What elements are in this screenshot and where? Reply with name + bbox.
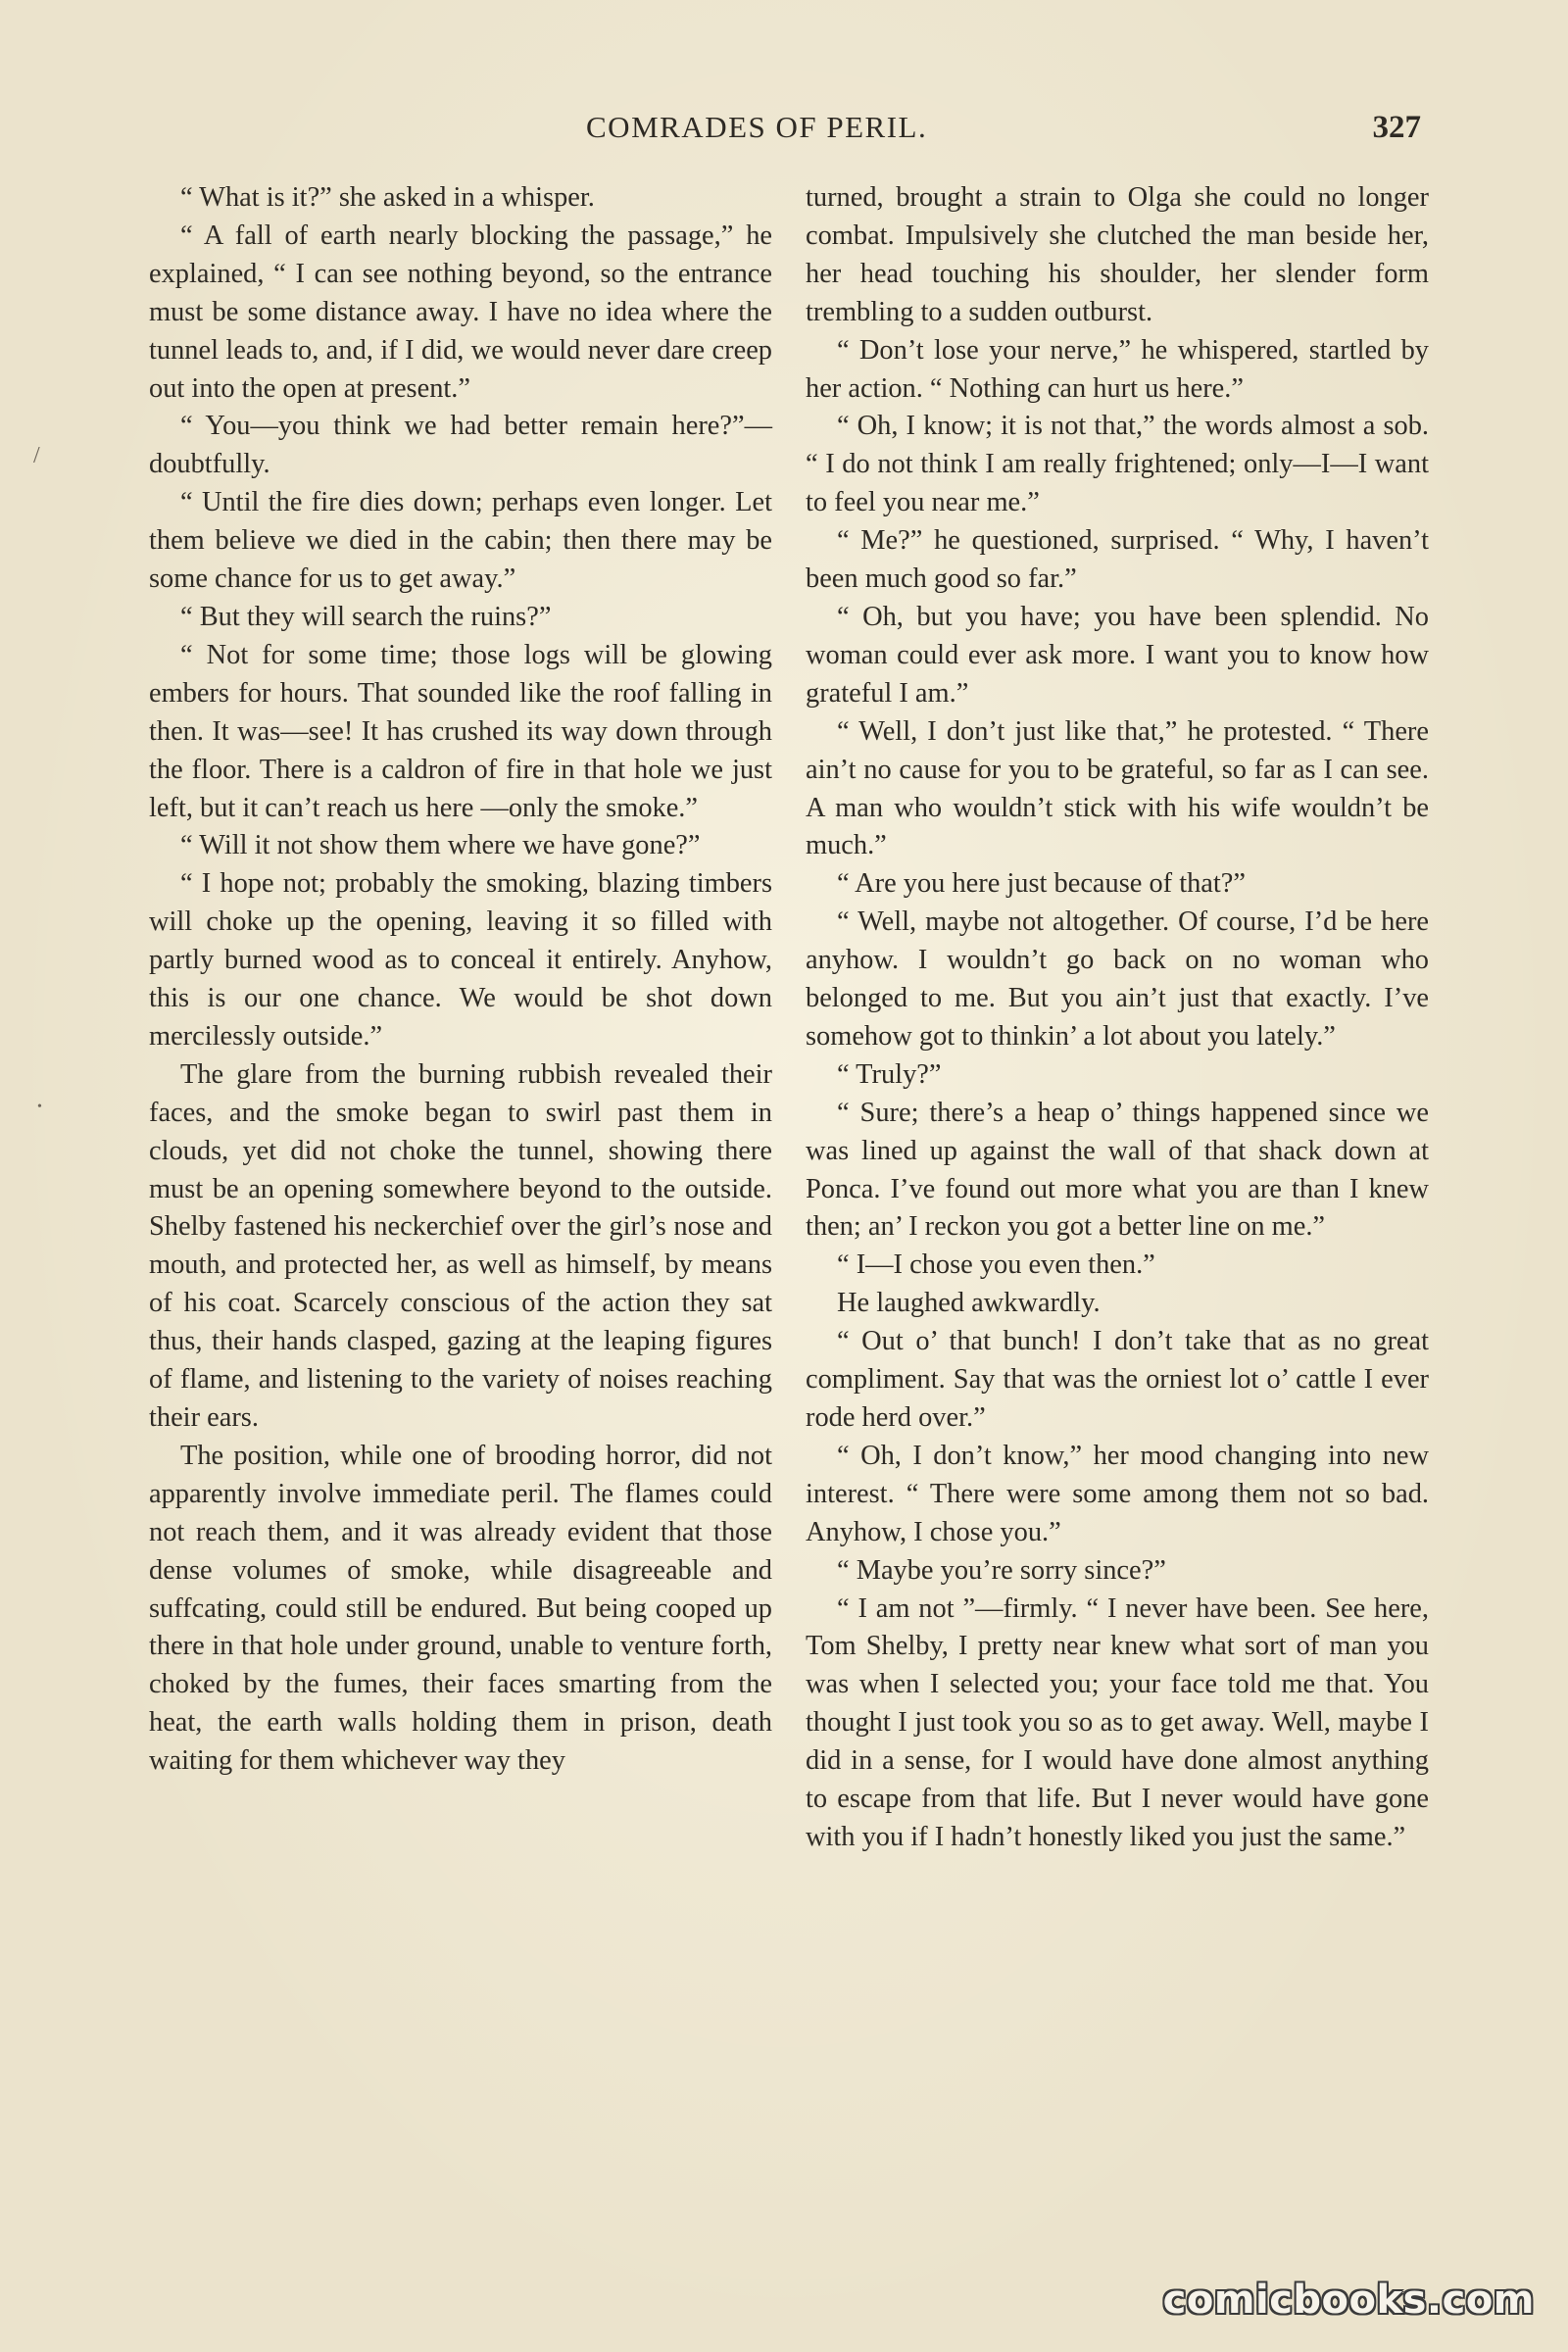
right-column-paragraph: “ Maybe you’re sorry since?” <box>837 1554 1166 1586</box>
right-column-paragraph: “ Oh, I know; it is not that,” the words almost a sob. “ I do not think I am really frightened; only—I—I want to feel you near me.” <box>806 411 1429 518</box>
left-column-paragraph: “ I hope not; probably the smoking, blazing timbers will choke up the opening, leaving it so filled with partly burned wood as to conceal it entirely. Anyhow, this is our one chance. We would be shot down mercilessly outside.” <box>149 868 772 1052</box>
left-text-column <box>149 179 772 1781</box>
right-column-paragraph: “ Me?” he questioned, surprised. “ Why, I haven’t been much good so far.” <box>806 525 1429 595</box>
right-column-paragraph: “ Oh, I don’t know,” her mood changing into new interest. “ There were some among them not so bad. Anyhow, I chose you.” <box>806 1440 1429 1547</box>
margin-pencil-mark: / <box>33 443 40 468</box>
left-column-paragraph: “ Will it not show them where we have gone?” <box>180 830 701 861</box>
left-column-paragraph: “ You—you think we had better remain here?”—doubtfully. <box>149 411 772 480</box>
right-column-paragraph: “ Sure; there’s a heap o’ things happened since we was lined up against the wall of that shack down at Ponca. I’ve found out more what you are than I knew then; an’ I reckon you got a better line on me.” <box>806 1097 1429 1243</box>
right-column-paragraph: “ Oh, but you have; you have been splendid. No woman could ever ask more. I want you to know how grateful I am.” <box>806 601 1429 709</box>
right-column-paragraph: He laughed awkwardly. <box>837 1288 1101 1319</box>
left-column-paragraph: “ But they will search the ruins?” <box>180 601 552 632</box>
right-column-paragraph: “ I—I chose you even then.” <box>837 1250 1155 1281</box>
right-column-paragraph: “ Are you here just because of that?” <box>837 868 1247 900</box>
right-column-paragraph: turned, brought a strain to Olga she could no longer combat. Impulsively she clutched the man beside her, her head touching his shoulder, her slender form trembling to a sudden outburst. <box>806 182 1429 327</box>
right-text-column <box>806 179 1429 1857</box>
left-column-paragraph: “ What is it?” she asked in a whisper. <box>180 182 595 213</box>
left-column-paragraph: The glare from the burning rubbish revealed their faces, and the smoke began to swirl past them in clouds, yet did not choke the tunnel, showing there must be an opening somewhere beyond to the outside. Shelby fastened his neckerchief over the girl’s nose and mouth, and protected her, as well as himself, by means of his coat. Scarcely conscious of the action they sat thus, their hands clasped, gazing at the leaping figures of flame, and listening to the variety of noises reaching their ears. <box>149 1058 772 1433</box>
watermark-logo: comicbooks.com <box>1162 2278 1535 2323</box>
running-title: COMRADES OF PERIL. <box>586 110 928 144</box>
right-column-paragraph: “ Don’t lose your nerve,” he whispered, startled by her action. “ Nothing can hurt us here.” <box>806 334 1429 404</box>
right-column-paragraph: “ I am not ”—firmly. “ I never have been. See here, Tom Shelby, I pretty near knew what sort of man you was when I selected you; your face told me that. You thought I just took you so as to get away. Well, maybe I did in a sense, for I would have done almost anything to escape from that life. But I never would have gone with you if I hadn’t honestly liked you just the same.” <box>806 1592 1429 1852</box>
margin-speck: • <box>37 1100 42 1114</box>
right-column-paragraph: “ Well, maybe not altogether. Of course, I’d be here anyhow. I wouldn’t go back on no woman who belonged to me. But you ain’t just that exactly. I’ve somehow got to thinkin’ a lot about you lately.” <box>806 906 1429 1052</box>
right-column-paragraph: “ Out o’ that bunch! I don’t take that as no great compliment. Say that was the orniest lot o’ cattle I ever rode herd over.” <box>806 1326 1429 1433</box>
page-number: 327 <box>1372 110 1421 145</box>
left-column-paragraph: “ Until the fire dies down; perhaps even longer. Let them believe we died in the cabin; then there may be some chance for us to get away.” <box>149 487 772 595</box>
left-column-paragraph: The position, while one of brooding horror, did not apparently involve immediate peril. The flames could not reach them, and it was already evident that those dense volumes of smoke, while disagreeable and suffcating, could still be endured. But being cooped up there in that hole under ground, unable to venture forth, choked by the fumes, their faces smarting from the heat, the earth walls holding them in prison, death waiting for them whichever way they <box>149 1440 772 1777</box>
right-column-paragraph: “ Truly?” <box>837 1058 942 1090</box>
right-column-paragraph: “ Well, I don’t just like that,” he protested. “ There ain’t no cause for you to be grateful, so far as I can see. A man who wouldn’t stick with his wife wouldn’t be much.” <box>806 715 1429 861</box>
left-column-paragraph: “ A fall of earth nearly blocking the passage,” he explained, “ I can see nothing beyond, so the entrance must be some distance away. I have no idea where the tunnel leads to, and, if I did, we would never dare creep out into the open at present.” <box>149 220 772 404</box>
running-head <box>147 110 1421 157</box>
left-column-paragraph: “ Not for some time; those logs will be glowing embers for hours. That sounded like the roof falling in then. It was—see! It has crushed its way down through the floor. There is a caldron of fire in that hole we just left, but it can’t reach us here —only the smoke.” <box>149 639 772 823</box>
